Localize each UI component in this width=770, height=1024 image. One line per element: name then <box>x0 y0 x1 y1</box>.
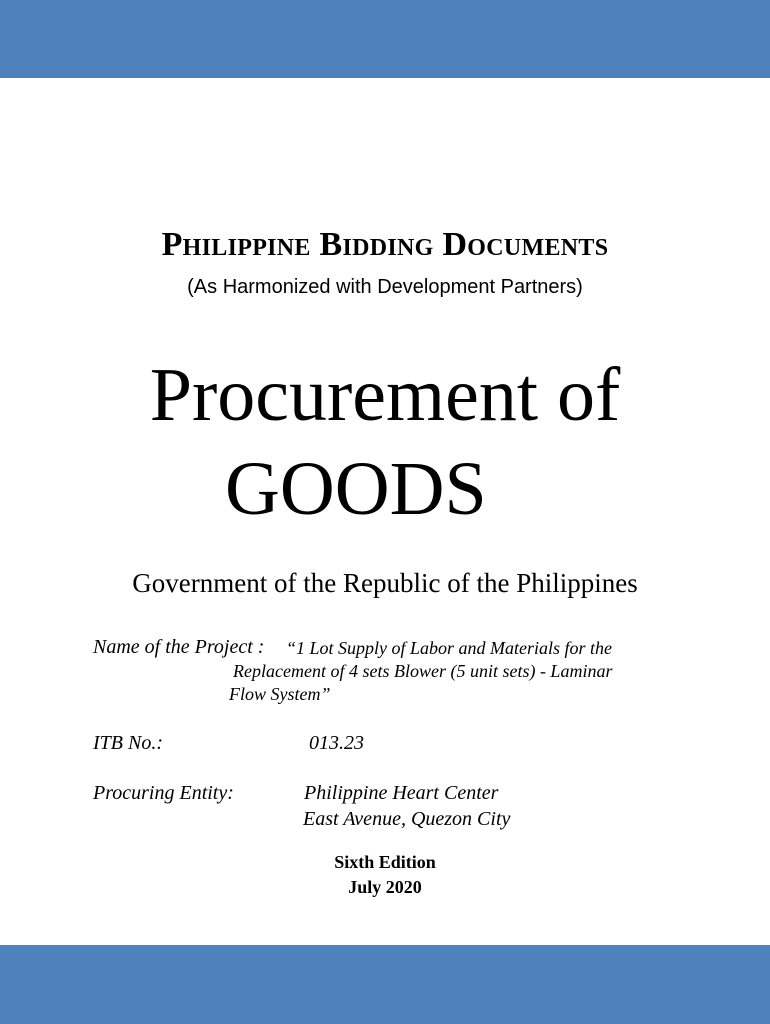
document-subtitle: (As Harmonized with Development Partners) <box>187 276 583 298</box>
itb-number-label: ITB No.: <box>93 732 163 754</box>
top-color-band <box>0 0 770 78</box>
project-name-line-3: Flow System” <box>229 684 331 704</box>
edition-label: Sixth Edition <box>334 852 436 872</box>
edition-date: July 2020 <box>348 877 422 897</box>
main-title-line-1: Procurement of <box>149 353 621 437</box>
procuring-entity-label: Procuring Entity: <box>93 782 234 804</box>
procuring-entity-name: Philippine Heart Center <box>304 782 499 804</box>
main-title-line-2: GOODS <box>225 447 487 531</box>
government-line: Government of the Republic of the Philippines <box>132 568 638 598</box>
procuring-entity-address: East Avenue, Quezon City <box>303 808 511 830</box>
project-name-label: Name of the Project : <box>93 636 265 658</box>
project-name-line-2: Replacement of 4 sets Blower (5 unit sets) - Laminar <box>233 661 613 681</box>
itb-number-value: 013.23 <box>309 732 364 754</box>
document-title: Philippine Bidding Documents <box>161 226 609 263</box>
project-name-line-1: “1 Lot Supply of Labor and Materials for the <box>286 638 613 658</box>
bottom-color-band <box>0 945 770 1024</box>
